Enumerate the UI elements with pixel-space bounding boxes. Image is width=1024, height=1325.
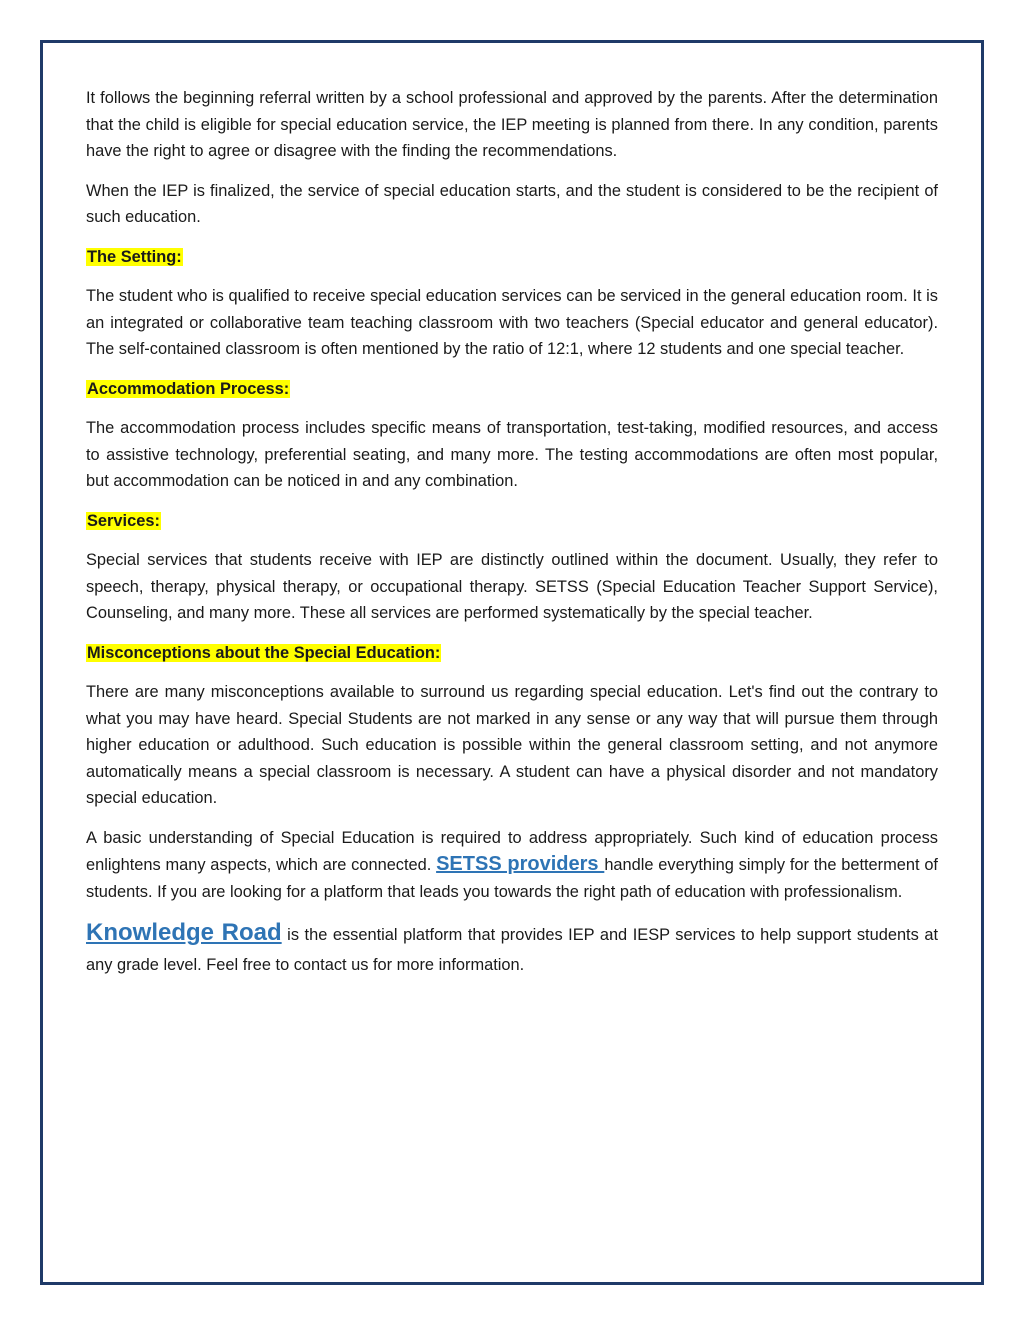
heading-services-label: Services:: [87, 511, 160, 530]
heading-accommodation-label: Accommodation Process:: [87, 379, 290, 398]
setss-providers-link[interactable]: SETSS providers: [436, 853, 605, 875]
misconceptions-paragraph: There are many misconceptions available to surround us regarding special education. Let's find out the contrary to what you may have heard. Special Students are not marked in any sense or any way that will pursue them through higher education or adulthood. Such education is possible within the general classroom setting, and not anymore automatically means a special classroom is necessary. A student can have a physical disorder and not mandatory special education.: [86, 683, 938, 807]
setting-paragraph: The student who is qualified to receive special education services can be serviced in the general education room. It is an integrated or collaborative team teaching classroom with two teachers (Special educator and general educator). The self-contained classroom is often mentioned by the ratio of 12:1, where 12 students and one special teacher.: [86, 287, 938, 358]
heading-misconceptions: [86, 640, 938, 667]
understanding-paragraph: [86, 825, 938, 906]
heading-setting-label: The Setting:: [87, 247, 182, 266]
understanding-text-after: handle everything simply for the betterment of students. If you are looking for a platform that leads you towards the right path of education with professionalism.: [86, 856, 938, 901]
services-paragraph: Special services that students receive with IEP are distinctly outlined within the document. Usually, they refer to speech, therapy, physical therapy, or occupational therapy. SETSS (Special Education Teacher Support Service), Counseling, and many more. These all services are performed systematically by the special teacher.: [86, 551, 938, 622]
closing-paragraph: [86, 918, 938, 980]
heading-misconceptions-label: Misconceptions about the Special Education:: [87, 643, 441, 662]
intro-paragraph-2: When the IEP is finalized, the service of special education starts, and the student is considered to be the recipient of such education.: [86, 181, 938, 226]
document-body: [86, 85, 938, 993]
heading-accommodation: [86, 376, 938, 403]
closing-text: is the essential platform that provides IEP and IESP services to help support students at any grade level. Feel free to contact us for more information.: [86, 926, 939, 974]
accommodation-paragraph: The accommodation process includes specific means of transportation, test-taking, modified resources, and access to assistive technology, preferential seating, and many more. The testing accommodations are often most popular, but accommodation can be noticed in and any combination.: [86, 419, 938, 490]
heading-setting: [86, 244, 938, 271]
intro-paragraph-1: It follows the beginning referral written by a school professional and approved by the parents. After the determination that the child is eligible for special education service, the IEP meeting is planned from there. In any condition, parents have the right to agree or disagree with the finding the recommendations.: [86, 89, 938, 160]
understanding-text-before: A basic understanding of Special Education is required to address appropriately. Such kind of education process enlightens many aspects, which are connected.: [86, 828, 938, 874]
knowledge-road-link[interactable]: Knowledge Road: [86, 919, 282, 946]
heading-services: [86, 508, 938, 535]
